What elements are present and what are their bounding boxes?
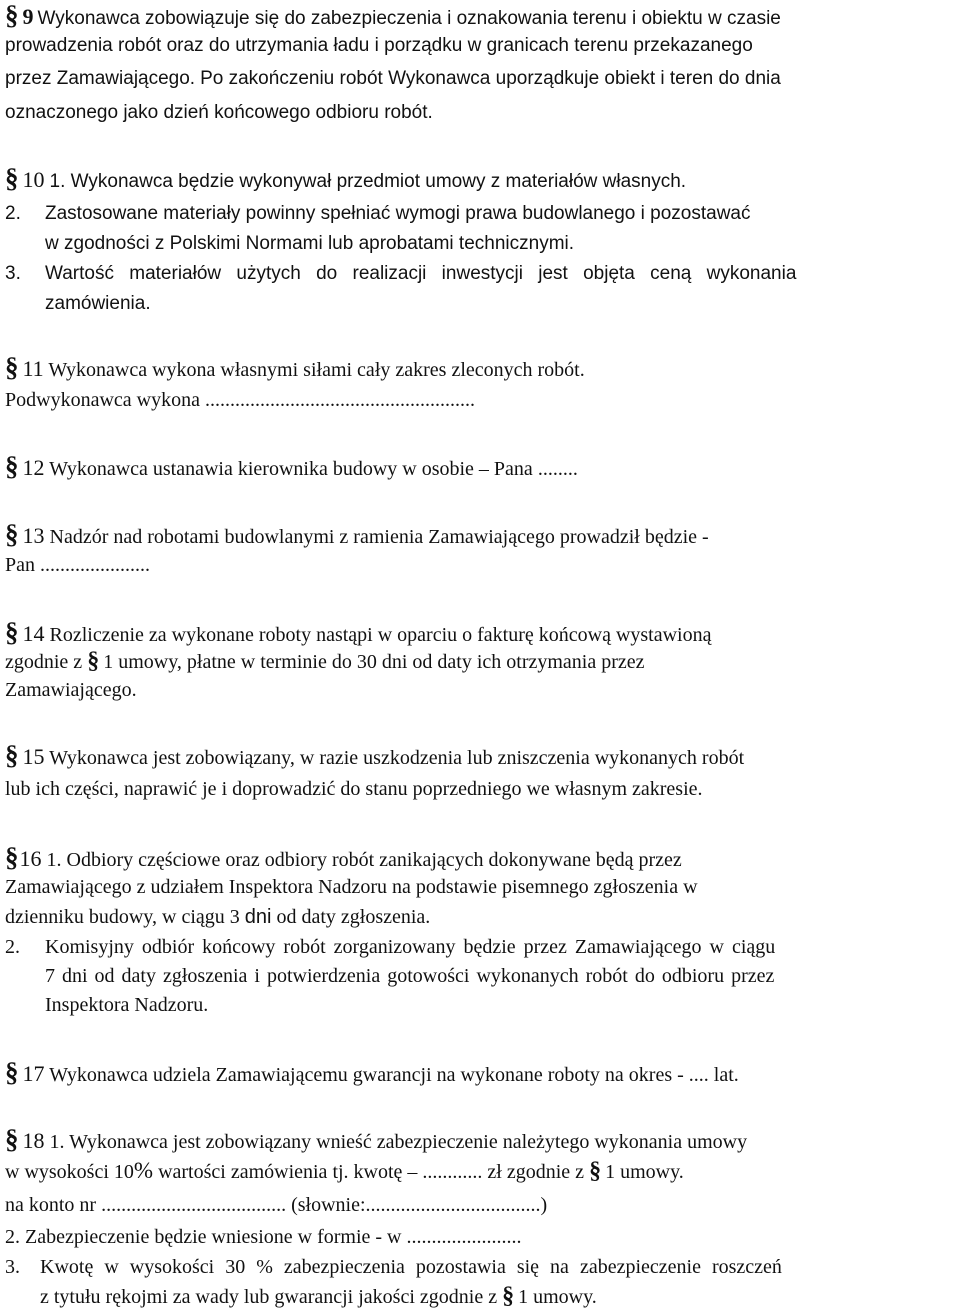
section-text: od daty zgłoszenia. (276, 906, 431, 928)
section-symbol: § (5, 1057, 18, 1087)
section-symbol: § (5, 451, 18, 481)
section-text: 1 umowy. (605, 1161, 684, 1183)
section-13-line-2: Pan ...................... (5, 554, 150, 576)
section-17-line-1 (5, 1057, 739, 1087)
section-text: z tytułu rękojmi za wady lub gwarancji jakości zgodnie z (40, 1286, 498, 1308)
section-symbol: § (5, 842, 15, 872)
section-symbol: § (5, 740, 18, 770)
section-symbol: § (5, 163, 18, 193)
section-number: 9 (22, 4, 33, 29)
section-9-line-3 (5, 66, 781, 91)
section-12-line-1 (5, 451, 578, 481)
section-18-line-2 (5, 1159, 684, 1184)
section-10-item-3-line-1: Wartość materiałów użytych do realizacji inwestycji jest objęta ceną wykonania (45, 263, 797, 284)
section-14-line-1 (5, 617, 712, 647)
percent-sign: % (133, 1158, 154, 1183)
section-10-item-2-label: 2. (5, 203, 21, 224)
section-18-line-3: na konto nr ..................................... (słownie:...................................) (5, 1194, 548, 1216)
section-number: 18 (22, 1128, 45, 1153)
section-10-item-2-line-2: w zgodności z Polskimi Normami lub aprobatami technicznymi. (45, 233, 575, 254)
section-number: 16 (19, 846, 42, 871)
section-text: dni (244, 906, 272, 928)
section-10-item-3-label: 3. (5, 263, 21, 284)
section-18-item-3-line-2 (40, 1284, 597, 1309)
section-text: Rozliczenie za wykonane roboty nastąpi w oparciu o fakturę końcową wystawioną (49, 624, 712, 646)
section-18-item-3-label: 3. (5, 1256, 20, 1278)
section-18-line-1 (5, 1124, 748, 1154)
section-text: Nadzór nad robotami budowlanymi z ramienia Zamawiającego prowadził będzie - (49, 526, 709, 548)
section-text: przez Zamawiającego. (5, 68, 196, 89)
section-text: w wysokości 10 (5, 1161, 134, 1183)
section-text: Wykonawca ustanawia kierownika budowy w osobie – Pana ........ (49, 458, 578, 480)
section-symbol: § (5, 352, 18, 382)
section-number: 10 (22, 167, 45, 192)
section-text: 1. Odbiory częściowe oraz odbiory robót zanikających dokonywane będą przez (46, 849, 682, 871)
section-text: 1 umowy, płatne w terminie do 30 dni od daty ich otrzymania przez (103, 651, 645, 673)
section-number: 14 (22, 621, 45, 646)
item-text: Zastosowane materiały powinny spełniać wymogi prawa budowlanego i pozostawać (45, 203, 751, 224)
section-9-line-4: oznaczonego jako dzień końcowego odbioru robót. (5, 102, 433, 123)
section-text: Wykonawca zobowiązuje się do zabezpieczenia i oznakowania terenu i obiektu w czasie (37, 8, 781, 29)
section-18-item-3-line-1: Kwotę w wysokości 30 % zabezpieczenia pozostawia się na zabezpieczenie roszczeń (40, 1256, 782, 1278)
section-10-item-2-line-1 (45, 202, 958, 226)
section-16-line-3 (5, 905, 430, 929)
section-symbol: § (502, 1283, 514, 1309)
section-16-item-2-line-3: Inspektora Nadzoru. (45, 994, 209, 1016)
section-symbol: § (5, 617, 18, 647)
section-number: 13 (22, 523, 45, 548)
section-number: 12 (22, 455, 45, 480)
section-10-line-1 (5, 163, 687, 194)
section-number: 15 (22, 744, 45, 769)
section-16-line-1 (5, 842, 682, 872)
section-15-line-1 (5, 740, 745, 770)
section-9-line-1 (5, 0, 781, 31)
section-16-item-2-line-2: 7 dni od daty zgłoszenia i potwierdzenia gotowości wykonanych robót do odbioru przez (45, 965, 775, 987)
section-text: 1. Wykonawca jest zobowiązany wnieść zabezpieczenie należytego wykonania umowy (49, 1131, 748, 1153)
section-symbol: § (589, 1158, 601, 1184)
section-14-line-2 (5, 649, 645, 674)
section-14-line-3: Zamawiającego. (5, 679, 137, 701)
section-symbol: § (87, 648, 99, 674)
section-text: dzienniku budowy, w ciągu 3 (5, 906, 240, 928)
section-symbol: § (5, 1124, 18, 1154)
section-number: 11 (22, 356, 44, 381)
section-9-line-2: prowadzenia robót oraz do utrzymania ładu i porządku w granicach terenu przekazanego (5, 35, 753, 56)
section-15-line-2: lub ich części, naprawić je i doprowadzić do stanu poprzedniego we własnym zakresie. (5, 778, 703, 800)
section-text: Wykonawca jest zobowiązany, w razie uszkodzenia lub zniszczenia wykonanych robót (49, 747, 745, 769)
section-text: 1. Wykonawca będzie wykonywał przedmiot umowy z materiałów własnych. (49, 171, 687, 192)
section-10-item-3-line-2: zamówienia. (45, 293, 151, 314)
section-18-item-2: 2. Zabezpieczenie będzie wniesione w formie - w ....................... (5, 1226, 522, 1248)
section-number: 17 (22, 1061, 45, 1086)
section-text: Wykonawca wykona własnymi siłami cały zakres zleconych robót. (48, 359, 585, 381)
section-11-line-2: Podwykonawca wykona ...................................................... (5, 389, 475, 411)
section-11-line-1 (5, 352, 585, 382)
section-16-line-2: Zamawiającego z udziałem Inspektora Nadzoru na podstawie pisemnego zgłoszenia w (5, 876, 698, 898)
section-16-item-2-label: 2. (5, 936, 20, 958)
section-symbol: § (5, 519, 18, 549)
section-text: wartości zamówienia tj. kwotę – ............ zł zgodnie z (158, 1161, 585, 1183)
section-13-line-1 (5, 519, 709, 549)
section-symbol: § (5, 0, 18, 30)
section-text: Wykonawca udziela Zamawiającemu gwarancji na wykonane roboty na okres - .... lat. (49, 1064, 739, 1086)
section-text: 1 umowy. (518, 1286, 597, 1308)
section-text: zgodnie z (5, 651, 83, 673)
section-text: Po zakończeniu robót Wykonawca uporządkuje obiekt i teren do dnia (200, 68, 781, 89)
section-16-item-2-line-1: Komisyjny odbiór końcowy robót zorganizowany będzie przez Zamawiającego w ciągu (45, 936, 776, 958)
